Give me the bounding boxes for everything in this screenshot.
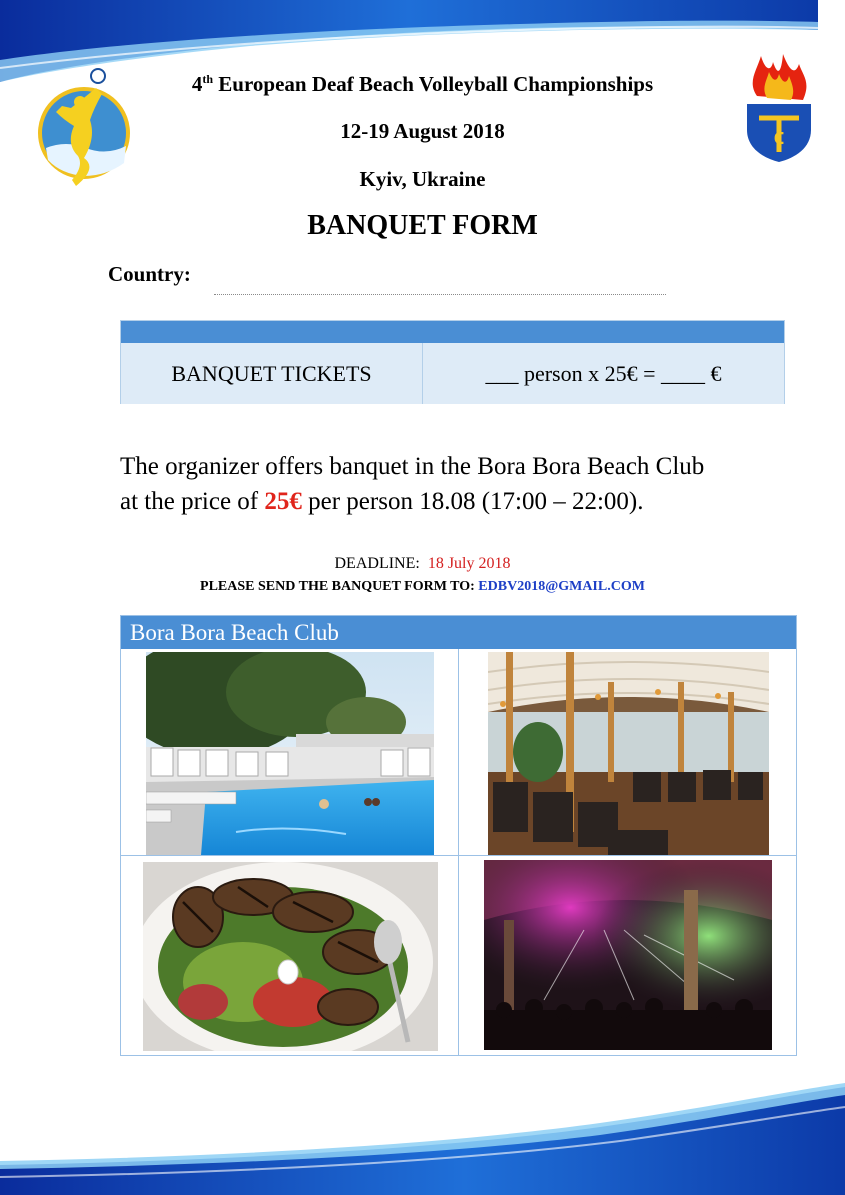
offer-line-2: [120, 484, 800, 519]
championship-title: [0, 72, 845, 97]
championship-ordinal: 4: [191, 72, 203, 96]
club-photo-table: [120, 615, 797, 1056]
grid-divider-horizontal: [121, 855, 796, 856]
deadline-label: DEADLINE:: [334, 555, 420, 572]
terrace-photo: [488, 652, 769, 855]
ticket-table-header: [121, 321, 784, 343]
ticket-row: [121, 343, 784, 404]
offer-line-1: The organizer offers banquet in the Bora Bora Beach Club: [120, 453, 705, 480]
svg-text:ϵ: ϵ: [773, 124, 785, 149]
championship-dates: 12-19 August 2018: [340, 119, 505, 143]
offer-price-suffix: per person 18.08 (17:00 – 22:00).: [308, 488, 644, 515]
grilled-food-photo: [143, 862, 438, 1051]
deadline: [0, 555, 845, 573]
send-label: PLEASE SEND THE BANQUET FORM TO:: [200, 579, 475, 594]
pool-photo: [146, 652, 434, 855]
ordinal-suffix: th: [202, 72, 214, 86]
party-photo: [484, 860, 772, 1050]
deadline-date: 18 July 2018: [427, 555, 511, 572]
club-title: Bora Bora Beach Club: [121, 616, 796, 649]
championship-location: Kyiv, Ukraine: [359, 167, 486, 191]
ticket-calculation[interactable]: ___ person x 25€ = ____ €: [485, 360, 722, 386]
offer-price-prefix: at the price of: [120, 488, 259, 515]
send-instructions: [0, 579, 845, 595]
club-photo-grid: [121, 649, 796, 1055]
championship-name: European Deaf Beach Volleyball Championships: [218, 72, 654, 96]
offer-price: 25€: [264, 488, 302, 515]
offer-text: [120, 449, 800, 519]
organization-flame-logo: [743, 52, 815, 164]
country-label: Country:: [108, 262, 191, 286]
ticket-label: BANQUET TICKETS: [121, 343, 423, 404]
form-title: BANQUET FORM: [307, 210, 538, 241]
contact-email-link[interactable]: EDBV2018@GMAIL.COM: [478, 579, 645, 594]
country-input-line[interactable]: [214, 294, 666, 295]
ticket-table: [120, 320, 785, 404]
footer-wave-decoration: [0, 1065, 845, 1195]
grid-divider-vertical: [458, 649, 459, 1055]
